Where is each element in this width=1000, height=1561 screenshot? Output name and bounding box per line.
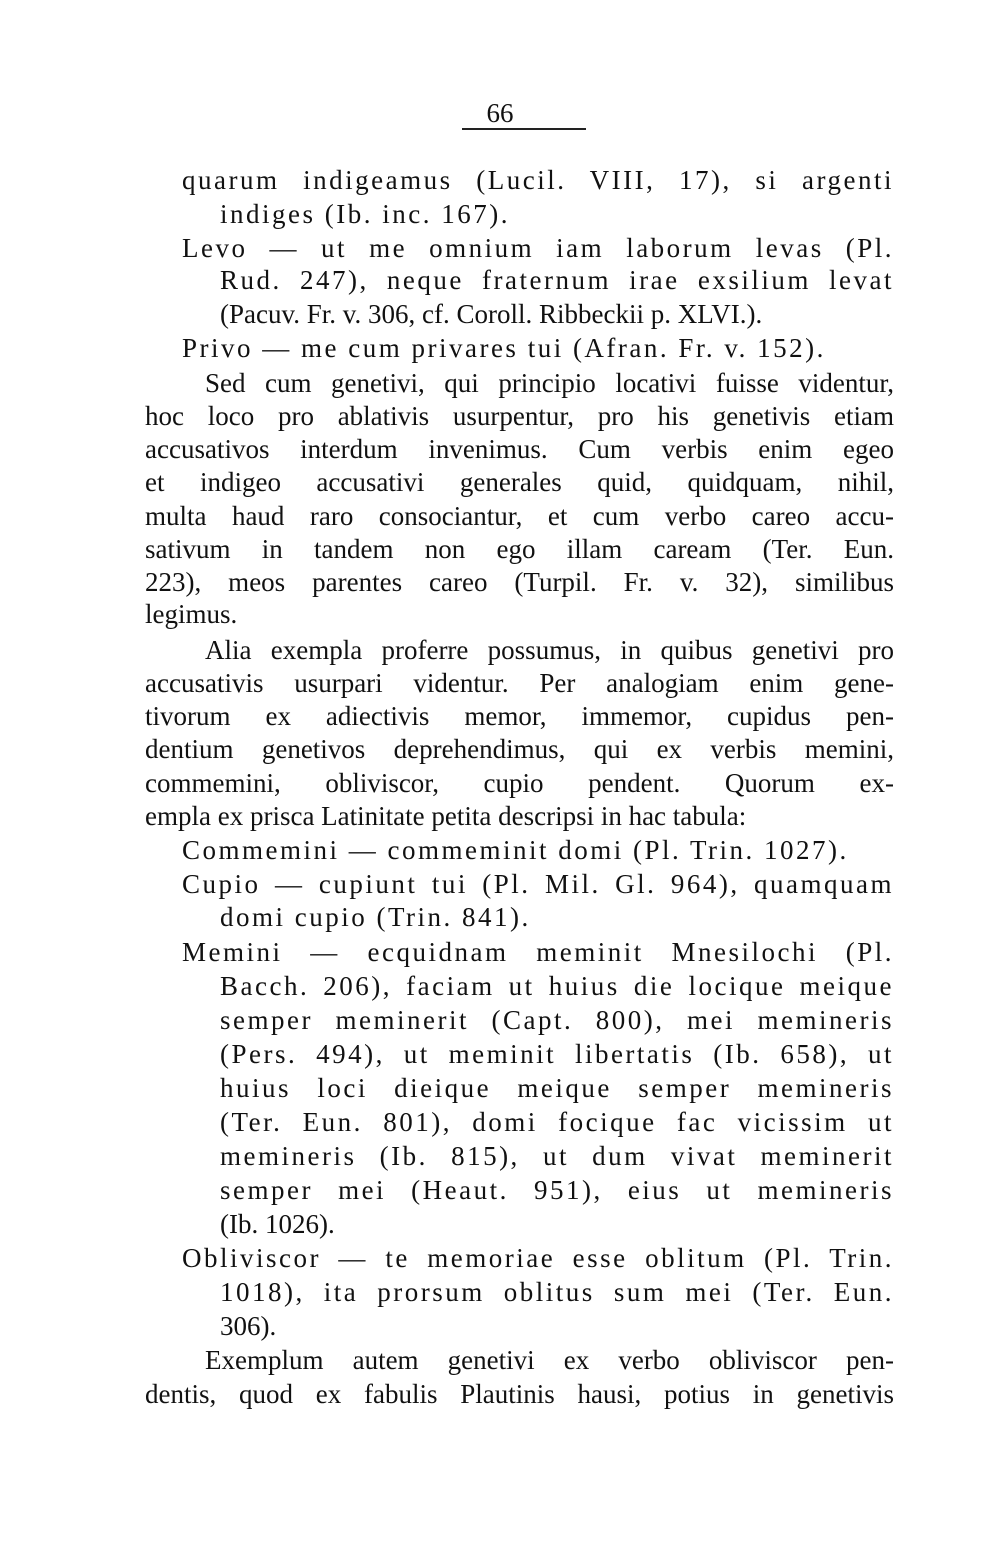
header-rule (462, 128, 586, 130)
text-line: Cupio — cupiunt tui (Pl. Mil. Gl. 964), quamquam (182, 869, 894, 899)
text-line: Levo — ut me omnium iam laborum levas (Pl. (182, 233, 894, 263)
text-line: memineris (Ib. 815), ut dum vivat meminerit (220, 1141, 894, 1171)
text-line: domi cupio (Trin. 841). (220, 902, 531, 932)
text-line: accusativis usurpari videntur. Per analogiam enim gene- (145, 668, 894, 698)
text-line: indiges (Ib. inc. 167). (220, 199, 510, 229)
text-line: Obliviscor — te memoriae esse oblitum (Pl. Trin. (182, 1243, 894, 1273)
text-line: 1018), ita prorsum oblitus sum mei (Ter. Eun. (220, 1277, 894, 1307)
text-line: accusativos interdum invenimus. Cum verbis enim egeo (145, 434, 894, 464)
text-line: tivorum ex adiectivis memor, immemor, cupidus pen- (145, 701, 894, 731)
text-line: Privo — me cum privares tui (Afran. Fr. v. 152). (182, 333, 826, 363)
text-line: dentium genetivos deprehendimus, qui ex verbis memini, (145, 734, 894, 764)
text-line: dentis, quod ex fabulis Plautinis hausi, potius in genetivis (145, 1379, 894, 1409)
text-line: (Ter. Eun. 801), domi focique fac vicissim ut (220, 1107, 894, 1137)
text-line: (Ib. 1026). (220, 1209, 335, 1239)
text-line: Exemplum autem genetivi ex verbo obliviscor pen- (205, 1345, 894, 1375)
text-line: legimus. (145, 599, 238, 629)
text-line: et indigeo accusativi generales quid, quidquam, nihil, (145, 467, 894, 497)
text-line: Commemini — commeminit domi (Pl. Trin. 1027). (182, 835, 849, 865)
text-line: multa haud raro consociantur, et cum verbo careo accu- (145, 501, 894, 531)
page-number: 66 (486, 98, 514, 128)
text-line: huius loci dieique meique semper memineris (220, 1073, 894, 1103)
text-line: (Pacuv. Fr. v. 306, cf. Coroll. Ribbeckii p. XLVI.). (220, 299, 763, 329)
text-line: hoc loco pro ablativis usurpentur, pro his genetivis etiam (145, 401, 894, 431)
text-line: (Pers. 494), ut meminit libertatis (Ib. 658), ut (220, 1039, 894, 1069)
text-line: Alia exempla proferre possumus, in quibus genetivi pro (205, 635, 894, 665)
text-line: 223), meos parentes careo (Turpil. Fr. v. 32), similibus (145, 567, 894, 597)
text-line: Sed cum genetivi, qui principio locativi fuisse videntur, (205, 368, 894, 398)
text-line: empla ex prisca Latinitate petita descripsi in hac tabula: (145, 801, 747, 831)
text-line: 306). (220, 1311, 277, 1341)
text-line: commemini, obliviscor, cupio pendent. Quorum ex- (145, 768, 894, 798)
text-line: Rud. 247), neque fraternum irae exsilium levat (220, 265, 894, 295)
text-line: Memini — ecquidnam meminit Mnesilochi (Pl. (182, 937, 894, 967)
text-line: quarum indigeamus (Lucil. VIII, 17), si argenti (182, 165, 894, 195)
text-line: Bacch. 206), faciam ut huius die locique meique (220, 971, 894, 1001)
text-line: semper meminerit (Capt. 800), mei memineris (220, 1005, 894, 1035)
text-line: sativum in tandem non ego illam caream (Ter. Eun. (145, 534, 894, 564)
text-line: semper mei (Heaut. 951), eius ut memineris (220, 1175, 894, 1205)
